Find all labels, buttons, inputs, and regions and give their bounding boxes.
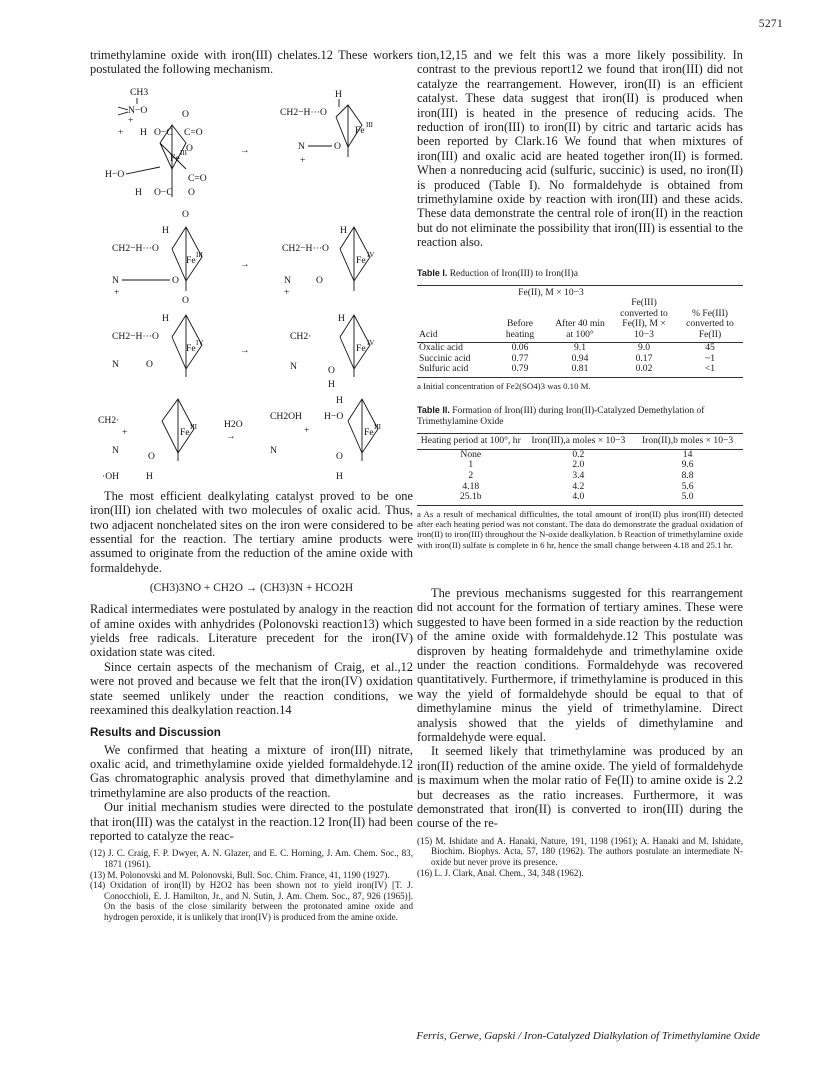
table1-cell: <1 bbox=[677, 364, 743, 377]
label-o-3: O bbox=[188, 186, 195, 198]
label-h-5: H bbox=[340, 224, 347, 236]
table1-cell: 0.94 bbox=[571, 352, 589, 364]
label-h-2: H bbox=[135, 186, 142, 198]
label-iii-1: III bbox=[180, 148, 187, 157]
initial-paragraph: Our initial mechanism studies were directed to the postulate that iron(III) was the catalyst in the reaction.12 Iron(II) had been reported to catalyze the reac- bbox=[90, 800, 413, 843]
label-o-6: O bbox=[172, 274, 179, 286]
confirmed-paragraph: We confirmed that heating a mixture of iron(III) nitrate, oxalic acid, and trimethylamine oxide yielded formaldehyde.12 Gas chromatographic analysis proved that dimethylamine and trimethylamine are also products of the reaction. bbox=[90, 742, 413, 800]
section-heading: Results and Discussion bbox=[90, 725, 221, 739]
label-iii-3: III bbox=[196, 250, 203, 259]
label-fe-5: Fe bbox=[186, 342, 196, 354]
label-plus-6: + bbox=[122, 426, 128, 438]
scheme-row-2 bbox=[112, 209, 374, 306]
label-h2o: H2O bbox=[224, 418, 243, 430]
label-ch2dot-2: CH2· bbox=[98, 414, 120, 426]
left-references bbox=[90, 848, 413, 922]
label-plus-2: + bbox=[118, 126, 124, 138]
label-ho-2: H−O bbox=[324, 410, 344, 422]
table1-cell: 9.0 bbox=[638, 342, 650, 354]
label-n-2: N bbox=[112, 274, 119, 286]
label-o-2: O bbox=[186, 142, 193, 154]
right-column bbox=[417, 48, 743, 878]
label-ch3: CH3 bbox=[130, 86, 149, 98]
label-plus-3: + bbox=[300, 154, 306, 166]
table1-row bbox=[417, 364, 743, 377]
table1-footnote: a Initial concentration of Fe2(SO4)3 was 0.10 M. bbox=[417, 380, 591, 391]
label-ho: H−O bbox=[105, 168, 125, 180]
page-number: 5271 bbox=[758, 18, 783, 30]
label-co: C=O bbox=[184, 126, 203, 138]
label-iii-5: III bbox=[374, 422, 381, 431]
label-n-7: N bbox=[270, 444, 277, 456]
label-ch2h-2: CH2−H···O bbox=[112, 242, 159, 254]
label-h-3: H bbox=[335, 88, 342, 100]
previous-paragraph: The previous mechanisms suggested for this rearrangement did not account for the formation of tertiary amines. These were suggested to have been formed in a side reaction by the reduction of the amine oxide with formaldehyde.12 This postulate was disproven by heating formaldehyde and trimethylamine oxide under the reaction conditions. Formaldehyde was recovered quantitatively. Furthermore, if trimethylamine is produced in this way the yield of formaldehyde should be equal to that of dimethylamine minus the yield of trimethylamine. Direct analysis showed that the yields of dimethylamine and formaldehyde were equal. bbox=[417, 585, 743, 744]
table1-cell: 0.79 bbox=[491, 364, 549, 377]
table1-cell: 0.02 bbox=[611, 364, 677, 377]
arrow-3: → bbox=[240, 344, 250, 356]
label-h-11: H bbox=[336, 470, 343, 482]
label-h-4: H bbox=[162, 224, 169, 236]
radical-paragraph: Radical intermediates were postulated by analogy in the reaction of amine oxides with anhydrides (Polonovski reaction13) which yields free radicals. Literature precedent for the iron(IV) oxidation state was cited. bbox=[90, 602, 413, 660]
label-iv-3: IV bbox=[367, 338, 375, 347]
label-plus-5: + bbox=[284, 286, 290, 298]
catalyst-paragraph: The most efficient dealkylating catalyst proved to be one iron(III) ion chelated with two molecules of oxalic acid. Thus, two adjacent nonchelated sites on the iron were considered to be essential for the reaction. The tertiary amine products were assumed to originate from the reduction of the amine oxide with formaldehyde. bbox=[90, 488, 413, 575]
label-fe-3: Fe bbox=[186, 254, 196, 266]
right-references bbox=[417, 836, 743, 878]
table1-header-before: Before heating bbox=[491, 298, 549, 343]
arrow-2: → bbox=[240, 258, 250, 270]
label-o-9: O bbox=[146, 358, 153, 370]
label-oh: ·OH bbox=[102, 470, 120, 482]
label-co-2: C=O bbox=[188, 172, 207, 184]
table2-cell: 9.6 bbox=[681, 459, 694, 471]
table1-cell: Oxalic acid bbox=[419, 342, 463, 354]
scheme-row-3 bbox=[112, 313, 374, 390]
label-no: N−O bbox=[128, 104, 148, 116]
table2-cell: 2.0 bbox=[572, 459, 585, 471]
intro-paragraph: trimethylamine oxide with iron(III) chelates.12 These workers postulated the following mechanism. bbox=[90, 48, 413, 77]
arrow-4: → bbox=[226, 430, 236, 442]
right-top-paragraph: tion,12,15 and we felt this was a more likely possibility. In contrast to the previous report12 we found that iron(III) did not catalyze the rearrangement. However, iron(II) is an efficient catalyst. These data suggest that iron(II) is produced when iron(III) is heated in the presence of reducing acids. The reduction of iron(III) to iron(II) by citric and tartaric acids has been reported by Clark.16 We found that when mixtures of iron(III) and oxalic acid are heated together iron(II) is formed. When a nonreducing acid (sulfuric, succinic) is used, no iron(II) is produced (Table I). No formaldehyde is obtained from trimethylamine oxide by reaction with iron(III) and these acids. These data demonstrate the central role of iron(II) in the reaction but do not eliminate the possibility that iron(III) is essential to the reaction also. bbox=[417, 48, 743, 250]
label-ch2h-1: CH2−H···O bbox=[280, 106, 327, 118]
table1-cell: ~1 bbox=[705, 352, 715, 364]
label-h-6: H bbox=[162, 312, 169, 324]
table2-cell: 2 bbox=[468, 469, 474, 481]
label-plus: + bbox=[128, 114, 134, 126]
table1-cell: 0.06 bbox=[511, 342, 529, 354]
table2-cell: 5.6 bbox=[681, 480, 694, 492]
label-iii-2: III bbox=[366, 120, 373, 129]
label-fe-7: Fe bbox=[180, 426, 190, 438]
table2-title: Formation of Iron(III) during Iron(II)-Catalyzed Demethylation of Trimethylamine Oxide bbox=[417, 406, 705, 428]
label-h: H bbox=[140, 126, 147, 138]
label-iv-2: IV bbox=[196, 338, 204, 347]
table2-header-fe3: Iron(III),a moles × 10−3 bbox=[525, 434, 633, 450]
label-o-5: O bbox=[182, 208, 189, 220]
label-h-8: H bbox=[328, 378, 335, 390]
table1-label: Table I. bbox=[417, 267, 448, 278]
label-h-7: H bbox=[338, 312, 345, 324]
table2-cell: 25.1b bbox=[417, 492, 525, 505]
label-fe-4: Fe bbox=[356, 254, 366, 266]
since-paragraph: Since certain aspects of the mechanism of Craig, et al.,12 were not proved and because we felt that the iron(IV) oxidation state seemed unlikely under the reaction conditions, we reexamined this dealkylation reaction.14 bbox=[90, 659, 413, 718]
reference-14: (14) Oxidation of iron(II) by H2O2 has been shown not to yield iron(IV) [T. J. Conocchioli, E. J. Hamilton, Jr., and N. Sutin, J. Am. Chem. Soc., 87, 926 (1965)]. On the basis of the close similarity between the protonated amine oxide and hydrogen peroxide, it is unlikely that iron(IV) is produced from the amine oxide. bbox=[90, 880, 413, 922]
label-iii-4: III bbox=[190, 422, 197, 431]
table2-cell: 0.2 bbox=[572, 448, 585, 460]
reference-15: (15) M. Ishidate and A. Hanaki, Nature, 191, 1198 (1961); A. Hanaki and M. Ishidate, Biochim. Biophys. Acta, 57, 180 (1962). The authors postulate an intermediate N-oxide but never prove its presence. bbox=[417, 835, 743, 868]
table2-cell: 4.18 bbox=[462, 480, 480, 492]
label-o-12: O bbox=[336, 450, 343, 462]
reference-12: (12) J. C. Craig, F. P. Dwyer, A. N. Glazer, and E. C. Horning, J. Am. Chem. Soc., 83, 1871 (1961). bbox=[90, 848, 413, 869]
table2-cell: 5.0 bbox=[632, 492, 743, 505]
label-o-7: O bbox=[182, 294, 189, 306]
label-fe-2: Fe bbox=[355, 124, 365, 136]
table1-cell: 0.81 bbox=[549, 364, 611, 377]
label-oc: O−C bbox=[154, 126, 173, 138]
label-fe-1: Fe bbox=[170, 152, 180, 164]
table2-footnote: a As a result of mechanical difficulties, the total amount of iron(II) plus iron(III) detected after each heating period was not constant. The data do demonstrate the gradual oxidation of iron(II) to iron(III) throughout the N-oxide dealkylation. b Reaction of trimethylamine oxide with iron(II) sulfate is complete in 6 hr, hence the small change between 4.18 and 25.1 hr. bbox=[417, 508, 743, 550]
label-oc-2: O−C bbox=[154, 186, 173, 198]
table2-row bbox=[417, 471, 743, 482]
label-n-3: N bbox=[284, 274, 291, 286]
label-fe-6: Fe bbox=[356, 342, 366, 354]
label-o-4: O bbox=[334, 140, 341, 152]
table2-header-fe2: Iron(II),b moles × 10−3 bbox=[632, 434, 743, 450]
table1-title: Reduction of Iron(III) to Iron(II)a bbox=[449, 268, 578, 279]
table2-row bbox=[417, 492, 743, 505]
table2-cell: 1 bbox=[468, 459, 474, 471]
reference-13: (13) M. Polonovski and M. Polonovski, Bull. Soc. Chim. France, 41, 1190 (1927). bbox=[90, 869, 390, 880]
table1-cell: 45 bbox=[705, 342, 715, 354]
label-h-9: H bbox=[146, 470, 153, 482]
label-plus-7: + bbox=[304, 424, 310, 436]
label-ch2h-3: CH2−H···O bbox=[282, 242, 329, 254]
table1-header-after: After 40 min at 100° bbox=[549, 298, 611, 343]
table2-label: Table II. bbox=[417, 405, 450, 416]
label-ch2dot-1: CH2· bbox=[290, 330, 312, 342]
label-o-8: O bbox=[316, 274, 323, 286]
equation: (CH3)3NO + CH2O → (CH3)3N + HCO2H bbox=[149, 582, 354, 595]
label-o-11: O bbox=[148, 450, 155, 462]
table2-cell: 4.0 bbox=[525, 492, 633, 505]
label-n-5: N bbox=[290, 360, 297, 372]
label-n-4: N bbox=[112, 358, 119, 370]
label-o-10: O bbox=[328, 364, 335, 376]
table2-cell: None bbox=[460, 448, 482, 460]
table1-header-acid: Acid bbox=[417, 298, 491, 343]
table1-header-fe3: Fe(III) converted to Fe(II), M × 10−3 bbox=[611, 298, 677, 343]
running-footer: Ferris, Gerwe, Gapski / Iron-Catalyzed Dialkylation of Trimethylamine Oxide bbox=[416, 1030, 760, 1042]
arrow-1: → bbox=[240, 144, 250, 156]
scheme-row-1 bbox=[105, 87, 374, 198]
mechanism-scheme bbox=[90, 77, 413, 489]
table2-cell: 3.4 bbox=[572, 469, 585, 481]
table2-cell: 14 bbox=[682, 448, 693, 460]
table1-header-fe2: Fe(II), M × 10−3 bbox=[491, 285, 611, 298]
table1-header-pct: % Fe(III) converted to Fe(II) bbox=[677, 298, 743, 343]
table2-caption bbox=[417, 405, 743, 428]
label-plus-4: + bbox=[114, 286, 120, 298]
table1-caption bbox=[417, 268, 743, 280]
label-iv-1: IV bbox=[367, 250, 375, 259]
label-o: O bbox=[182, 108, 189, 120]
table1-cell: 9.1 bbox=[574, 342, 586, 354]
label-ch2h-4: CH2−H···O bbox=[112, 330, 159, 342]
label-n-1: N bbox=[298, 140, 305, 152]
table2-cell: 8.8 bbox=[681, 469, 694, 481]
table1-cell: 0.17 bbox=[635, 352, 653, 364]
reference-16: (16) L. J. Clark, Anal. Chem., 34, 348 (1962). bbox=[417, 867, 584, 878]
left-column bbox=[90, 48, 413, 923]
table1-cell: Sulfuric acid bbox=[417, 364, 491, 377]
label-n-6: N bbox=[112, 444, 119, 456]
table1 bbox=[417, 285, 743, 378]
label-fe-8: Fe bbox=[364, 426, 374, 438]
table2-header-period: Heating period at 100°, hr bbox=[417, 434, 525, 450]
likely-paragraph: It seemed likely that trimethylamine was produced by an iron(II) reduction of the amine oxide. The yield of formaldehyde is maximum when the molar ratio of Fe(II) to amine oxide is 2.2 but decreases as the ratio increases. Furthermore, it was demonstrated that iron(II) is converted to iron(III) during the course of the re- bbox=[417, 744, 743, 831]
table2-cell: 4.2 bbox=[572, 480, 585, 492]
scheme-row-4 bbox=[98, 395, 382, 482]
table2 bbox=[417, 433, 743, 505]
table1-cell: Succinic acid bbox=[419, 352, 471, 364]
label-ch2oh: CH2OH bbox=[270, 410, 302, 422]
label-h-10: H bbox=[336, 394, 343, 406]
mechanism-drawing bbox=[90, 77, 413, 489]
table1-cell: 0.77 bbox=[511, 352, 529, 364]
